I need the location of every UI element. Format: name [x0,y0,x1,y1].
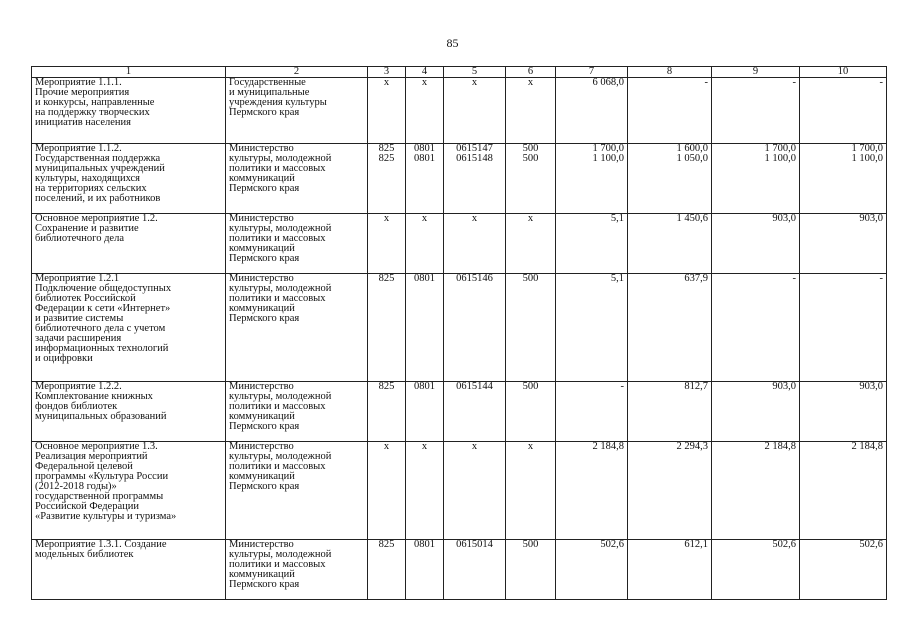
cell-line: 903,0 [859,381,883,392]
header-cell: 1 [32,67,226,78]
cell-line: 825 [378,153,395,164]
cell-line: культуры, молодежной [229,223,332,234]
executor-cell [226,78,368,144]
admin-code-cell [368,442,406,540]
cell-line: политики и массовых [229,163,326,174]
cell-line: 1 700,0 [851,143,883,154]
event-name-cell [32,274,226,382]
table-row [32,78,887,144]
cell-line: х [421,213,428,224]
cell-line: 637,9 [684,273,708,284]
section-code-cell [406,144,444,214]
section-code-cell [406,442,444,540]
cell-line: 825 [378,273,395,284]
target-article-cell [444,78,506,144]
cell-line: 6 068,0 [592,77,624,88]
cell-line: библиотек Российской [35,293,136,304]
cell-line: Федерации к сети «Интернет» [35,303,171,314]
cell-line: - [792,77,796,88]
cell-line: культуры, молодежной [229,391,332,402]
amount-cell [556,78,628,144]
executor-cell [226,540,368,600]
event-name-cell [32,382,226,442]
cell-line: культуры, находящихся [35,173,141,184]
cell-line: 502,6 [859,539,883,550]
cell-line: Мероприятие 1.2.2. [35,381,122,392]
amount-cell [556,214,628,274]
event-name-cell [32,540,226,600]
target-article-cell [444,442,506,540]
table-row [32,214,887,274]
cell-line: х [383,441,390,452]
admin-code-cell [368,382,406,442]
cell-line: 500 [522,143,539,154]
cell-line: 1 700,0 [592,143,624,154]
cell-line: Пермского края [229,421,300,432]
event-name-cell [32,78,226,144]
amount-cell [556,540,628,600]
amount-cell [800,540,887,600]
cell-line: Министерство [229,441,294,452]
section-code-cell [406,274,444,382]
cell-line: 0801 [414,153,435,164]
cell-line: Прочие мероприятия [35,87,130,98]
cell-line: Пермского края [229,313,300,324]
expense-type-cell [506,214,556,274]
executor-cell [226,144,368,214]
cell-line: 1 450,6 [676,213,708,224]
cell-line: 2 184,8 [851,441,883,452]
cell-line: х [421,441,428,452]
cell-line: библиотечного дела [35,233,124,244]
cell-line: коммуникаций [229,411,295,422]
cell-line: 1 100,0 [851,153,883,164]
cell-line: коммуникаций [229,173,295,184]
event-name-cell [32,442,226,540]
cell-line: Пермского края [229,481,300,492]
cell-line: 0615148 [456,153,493,164]
cell-line: политики и массовых [229,559,326,570]
target-article-cell [444,214,506,274]
cell-line: Реализация мероприятий [35,451,148,462]
cell-line: 825 [378,381,395,392]
amount-cell [712,274,800,382]
table-row [32,382,887,442]
cell-line: государственной программы [35,491,164,502]
cell-line: политики и массовых [229,461,326,472]
cell-line: 2 184,8 [764,441,796,452]
cell-line: (2012-2018 годы)» [35,481,117,492]
expense-type-cell [506,382,556,442]
event-name-cell [32,214,226,274]
amount-cell [628,382,712,442]
cell-line: учреждения культуры [229,97,327,108]
cell-line: - [620,381,624,392]
target-article-cell [444,540,506,600]
cell-line: политики и массовых [229,293,326,304]
cell-line: Пермского края [229,107,300,118]
cell-line: политики и массовых [229,401,326,412]
header-cell: 5 [444,67,506,78]
cell-line: коммуникаций [229,471,295,482]
cell-line: 825 [378,539,395,550]
cell-line: коммуникаций [229,243,295,254]
page-number: 85 [446,36,459,50]
cell-line: фондов библиотек [35,401,118,412]
executor-cell [226,382,368,442]
cell-line: 500 [522,539,539,550]
cell-line: х [471,77,478,88]
cell-line: Государственная поддержка [35,153,161,164]
amount-cell [712,382,800,442]
expense-type-cell [506,442,556,540]
cell-line: культуры, молодежной [229,549,332,560]
amount-cell [628,540,712,600]
target-article-cell [444,274,506,382]
cell-line: Министерство [229,143,294,154]
cell-line: 1 050,0 [676,153,708,164]
cell-line: х [471,213,478,224]
table-row [32,274,887,382]
cell-line: 1 100,0 [592,153,624,164]
amount-cell [628,144,712,214]
cell-line: и муниципальные [229,87,310,98]
expense-type-cell [506,540,556,600]
cell-line: модельных библиотек [35,549,134,560]
amount-cell [712,214,800,274]
cell-line: коммуникаций [229,303,295,314]
header-row [32,67,887,78]
cell-line: 0801 [414,143,435,154]
amount-cell [628,442,712,540]
admin-code-cell [368,78,406,144]
cell-line: Пермского края [229,183,300,194]
amount-cell [800,274,887,382]
cell-line: Мероприятие 1.3.1. Создание [35,539,167,550]
target-article-cell [444,144,506,214]
table-row [32,144,887,214]
header-cell: 6 [506,67,556,78]
cell-line: Государственные [229,77,306,88]
cell-line: 0615144 [456,381,493,392]
amount-cell [800,144,887,214]
table-row [32,540,887,600]
amount-cell [800,382,887,442]
cell-line: 0801 [414,539,435,550]
amount-cell [712,144,800,214]
cell-line: муниципальных образований [35,411,167,422]
cell-line: и оцифровки [35,353,93,364]
cell-line: задачи расширения [35,333,122,344]
amount-cell [556,442,628,540]
cell-line: 903,0 [772,381,796,392]
cell-line: 612,1 [684,539,708,550]
cell-line: 500 [522,273,539,284]
expense-type-cell [506,78,556,144]
cell-line: Подключение общедоступных [35,283,172,294]
cell-line: х [527,441,534,452]
section-code-cell [406,214,444,274]
amount-cell [712,78,800,144]
expense-type-cell [506,144,556,214]
cell-line: Федеральной целевой [35,461,133,472]
amount-cell [800,442,887,540]
cell-line: х [421,77,428,88]
header-cell: 7 [556,67,628,78]
cell-line: и развитие системы [35,313,124,324]
cell-line: на поддержку творческих [35,107,150,118]
cell-line: программы «Культура России [35,471,169,482]
cell-line: 5,1 [610,273,624,284]
cell-line: на территориях сельских [35,183,147,194]
header-cell: 9 [712,67,800,78]
cell-line: Пермского края [229,579,300,590]
header-cell: 4 [406,67,444,78]
cell-line: х [471,441,478,452]
admin-code-cell [368,144,406,214]
cell-line: х [527,213,534,224]
cell-line: 500 [522,153,539,164]
cell-line: культуры, молодежной [229,283,332,294]
cell-line: Мероприятие 1.2.1 [35,273,120,284]
amount-cell [712,442,800,540]
cell-line: 5,1 [610,213,624,224]
cell-line: Мероприятие 1.1.2. [35,143,122,154]
amount-cell [628,274,712,382]
cell-line: Основное мероприятие 1.2. [35,213,158,224]
cell-line: «Развитие культуры и туризма» [35,511,177,522]
cell-line: х [383,77,390,88]
cell-line: 825 [378,143,395,154]
cell-line: Основное мероприятие 1.3. [35,441,158,452]
cell-line: 502,6 [772,539,796,550]
cell-line: Комплектование книжных [35,391,153,402]
header-cell: 2 [226,67,368,78]
expense-type-cell [506,274,556,382]
event-name-cell [32,144,226,214]
cell-line: библиотечного дела с учетом [35,323,166,334]
amount-cell [800,78,887,144]
header-cell: 3 [368,67,406,78]
amount-cell [800,214,887,274]
executor-cell [226,274,368,382]
admin-code-cell [368,540,406,600]
cell-line: 1 600,0 [676,143,708,154]
section-code-cell [406,540,444,600]
cell-line: 0615146 [456,273,493,284]
cell-line: х [527,77,534,88]
budget-table [31,66,887,600]
cell-line: 500 [522,381,539,392]
cell-line: муниципальных учреждений [35,163,165,174]
cell-line: политики и массовых [229,233,326,244]
cell-line: 2 294,3 [676,441,708,452]
cell-line: х [383,213,390,224]
cell-line: - [792,273,796,284]
admin-code-cell [368,214,406,274]
cell-line: - [879,77,883,88]
cell-line: 812,7 [684,381,708,392]
section-code-cell [406,78,444,144]
amount-cell [712,540,800,600]
amount-cell [556,274,628,382]
header-cell: 10 [800,67,887,78]
amount-cell [628,214,712,274]
cell-line: Министерство [229,539,294,550]
section-code-cell [406,382,444,442]
cell-line: 0801 [414,381,435,392]
cell-line: Мероприятие 1.1.1. [35,77,122,88]
cell-line: информационных технологий [35,343,169,354]
cell-line: 0615147 [456,143,493,154]
cell-line: - [704,77,708,88]
cell-line: Пермского края [229,253,300,264]
cell-line: поселений, и их работников [35,193,161,204]
cell-line: Сохранение и развитие [35,223,139,234]
cell-line: и конкурсы, направленные [35,97,155,108]
cell-line: коммуникаций [229,569,295,580]
cell-line: Министерство [229,273,294,284]
target-article-cell [444,382,506,442]
cell-line: 502,6 [600,539,624,550]
cell-line: Министерство [229,213,294,224]
cell-line: 1 100,0 [764,153,796,164]
cell-line: 2 184,8 [592,441,624,452]
header-cell: 8 [628,67,712,78]
cell-line: 0615014 [456,539,493,550]
cell-line: 1 700,0 [764,143,796,154]
amount-cell [556,144,628,214]
cell-line: - [879,273,883,284]
cell-line: Российской Федерации [35,501,139,512]
table-row [32,442,887,540]
cell-line: культуры, молодежной [229,153,332,164]
admin-code-cell [368,274,406,382]
executor-cell [226,214,368,274]
cell-line: 903,0 [772,213,796,224]
executor-cell [226,442,368,540]
cell-line: 903,0 [859,213,883,224]
cell-line: культуры, молодежной [229,451,332,462]
cell-line: инициатив населения [35,117,131,128]
cell-line: 0801 [414,273,435,284]
amount-cell [556,382,628,442]
amount-cell [628,78,712,144]
cell-line: Министерство [229,381,294,392]
